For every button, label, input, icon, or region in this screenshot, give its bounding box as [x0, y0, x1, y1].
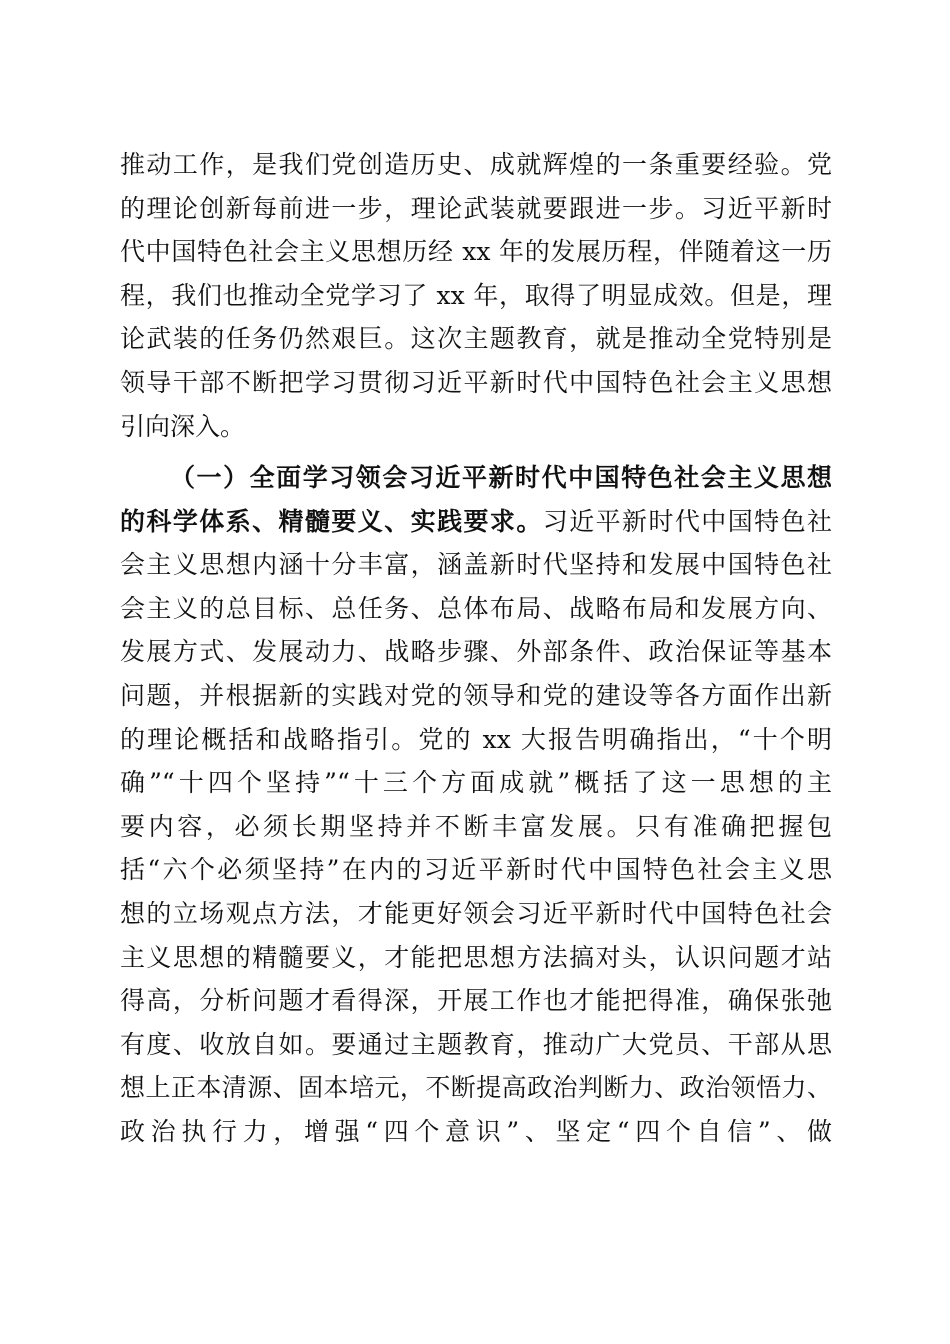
paragraph-line-mixed	[120, 500, 832, 544]
paragraph-line: 会主义的总目标、总任务、总体布局、战略布局和发展方向、	[120, 593, 832, 623]
paragraph-line: 推动工作，是我们党创造历史、成就辉煌的一条重要经验。党	[120, 150, 832, 179]
paragraph-line: 得高，分析问题才看得深，开展工作也才能把得准，确保张弛	[120, 986, 832, 1016]
section-heading: （一）全面学习领会习近平新时代中国特色社会主义思想	[170, 463, 832, 492]
paragraph-line: 引向深入。	[120, 411, 246, 441]
paragraph-line: 论武装的任务仍然艰巨。这次主题教育，就是推动全党特别是	[120, 324, 832, 354]
paragraph-line: 会主义思想内涵十分丰富，涵盖新时代坚持和发展中国特色社	[120, 550, 832, 580]
paragraph-line: 确”“十四个坚持”“十三个方面成就”概括了这一思想的主	[120, 768, 832, 798]
paragraph-line: 发展方式、发展动力、战略步骤、外部条件、政治保证等基本	[120, 637, 832, 667]
paragraph-line: 问题，并根据新的实践对党的领导和党的建设等各方面作出新	[120, 680, 832, 710]
paragraph-line: 的理论概括和战略指引。党的 xx 大报告明确指出，“十个明	[120, 724, 832, 754]
paragraph-line: 要内容，必须长期坚持并不断丰富发展。只有准确把握包	[120, 811, 832, 841]
paragraph-text: 习近平新时代中国特色社	[542, 506, 832, 536]
section-heading-continued: 的科学体系、精髓要义、实践要求。	[120, 506, 543, 536]
paragraph-line: 主义思想的精髓要义，才能把思想方法搞对头，认识问题才站	[120, 942, 832, 972]
paragraph-line: 程，我们也推动全党学习了 xx 年，取得了明显成效。但是，理	[120, 280, 832, 310]
paragraph-line: 政治执行力，增强“四个意识”、坚定“四个自信”、做	[120, 1116, 832, 1146]
paragraph-line: 想的立场观点方法，才能更好领会习近平新时代中国特色社会	[120, 898, 832, 928]
paragraph-line: 领导干部不断把学习贯彻习近平新时代中国特色社会主义思想	[120, 367, 832, 397]
paragraph-2	[120, 456, 832, 1154]
paragraph-line: 有度、收放自如。要通过主题教育，推动广大党员、干部从思	[120, 1029, 832, 1059]
paragraph-line: 括“六个必须坚持”在内的习近平新时代中国特色社会主义思	[120, 855, 832, 885]
paragraph-line: 想上正本清源、固本培元，不断提高政治判断力、政治领悟力、	[120, 1073, 832, 1103]
paragraph-line: 代中国特色社会主义思想历经 xx 年的发展历程，伴随着这一历	[120, 237, 832, 267]
paragraph-line: 的理论创新每前进一步，理论武装就要跟进一步。习近平新时	[120, 193, 832, 223]
paragraph-1	[120, 143, 832, 448]
